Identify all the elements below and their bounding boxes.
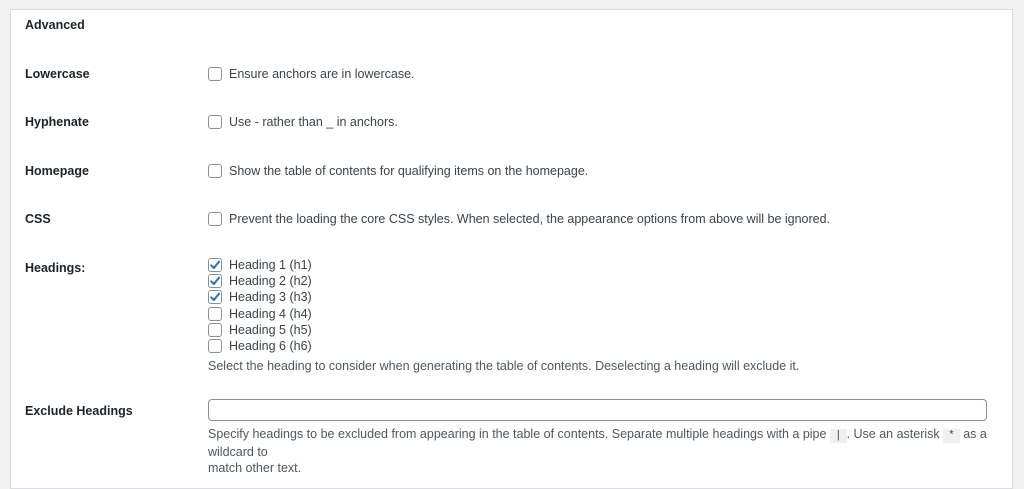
lowercase-option[interactable] (208, 66, 415, 82)
lowercase-label: Lowercase (25, 67, 90, 81)
hyphenate-option[interactable] (208, 114, 398, 130)
asterisk-code: * (943, 429, 960, 443)
css-checkbox[interactable] (208, 212, 222, 226)
heading-h5-checkbox[interactable] (208, 323, 222, 337)
css-option[interactable] (208, 211, 830, 227)
headings-description: Select the heading to consider when generating the table of contents. Deselecting a heading will exclude it. (208, 359, 800, 373)
lowercase-option-label: Ensure anchors are in lowercase. (229, 67, 415, 81)
homepage-option-label: Show the table of contents for qualifying items on the homepage. (229, 164, 589, 178)
heading-option-h2[interactable] (208, 273, 312, 289)
exclude-desc-part1: Specify headings to be excluded from appearing in the table of contents. Separate multiple headings with a pipe (208, 427, 827, 441)
css-label: CSS (25, 212, 51, 226)
section-title: Advanced (25, 18, 85, 32)
exclude-headings-input[interactable] (208, 399, 987, 421)
headings-label: Headings: (25, 261, 86, 275)
heading-option-h5[interactable] (208, 322, 312, 338)
heading-option-h3[interactable] (208, 289, 312, 305)
homepage-checkbox[interactable] (208, 164, 222, 178)
heading-h3-checkbox[interactable] (208, 290, 222, 304)
heading-h2-checkbox[interactable] (208, 274, 222, 288)
heading-option-h1[interactable] (208, 257, 312, 273)
checkmark-icon (209, 291, 221, 303)
hyphenate-checkbox[interactable] (208, 115, 222, 129)
heading-h6-checkbox[interactable] (208, 339, 222, 353)
exclude-desc-part3: as a wildcard to (208, 427, 987, 459)
heading-h6-label: Heading 6 (h6) (229, 339, 312, 353)
heading-h2-label: Heading 2 (h2) (229, 274, 312, 288)
heading-h5-label: Heading 5 (h5) (229, 323, 312, 337)
heading-h1-checkbox[interactable] (208, 258, 222, 272)
css-option-label: Prevent the loading the core CSS styles. When selected, the appearance options from above will be ignored. (229, 212, 831, 226)
hyphenate-option-label: Use - rather than _ in anchors. (229, 115, 398, 129)
exclude-headings-label: Exclude Headings (25, 404, 133, 418)
checkmark-icon (209, 259, 221, 271)
heading-h3-label: Heading 3 (h3) (229, 290, 312, 304)
pipe-code: | (830, 429, 847, 443)
hyphenate-label: Hyphenate (25, 115, 89, 129)
exclude-headings-description (208, 426, 998, 476)
heading-h1-label: Heading 1 (h1) (229, 258, 312, 272)
lowercase-checkbox[interactable] (208, 67, 222, 81)
heading-h4-label: Heading 4 (h4) (229, 307, 312, 321)
homepage-label: Homepage (25, 164, 89, 178)
checkmark-icon (209, 275, 221, 287)
heading-option-h6[interactable] (208, 338, 312, 354)
exclude-desc-line2: match other text. (208, 461, 302, 475)
homepage-option[interactable] (208, 163, 588, 179)
heading-option-h4[interactable] (208, 306, 312, 322)
heading-h4-checkbox[interactable] (208, 307, 222, 321)
exclude-desc-part2: . Use an asterisk (846, 427, 940, 441)
advanced-settings-panel (10, 9, 1013, 489)
